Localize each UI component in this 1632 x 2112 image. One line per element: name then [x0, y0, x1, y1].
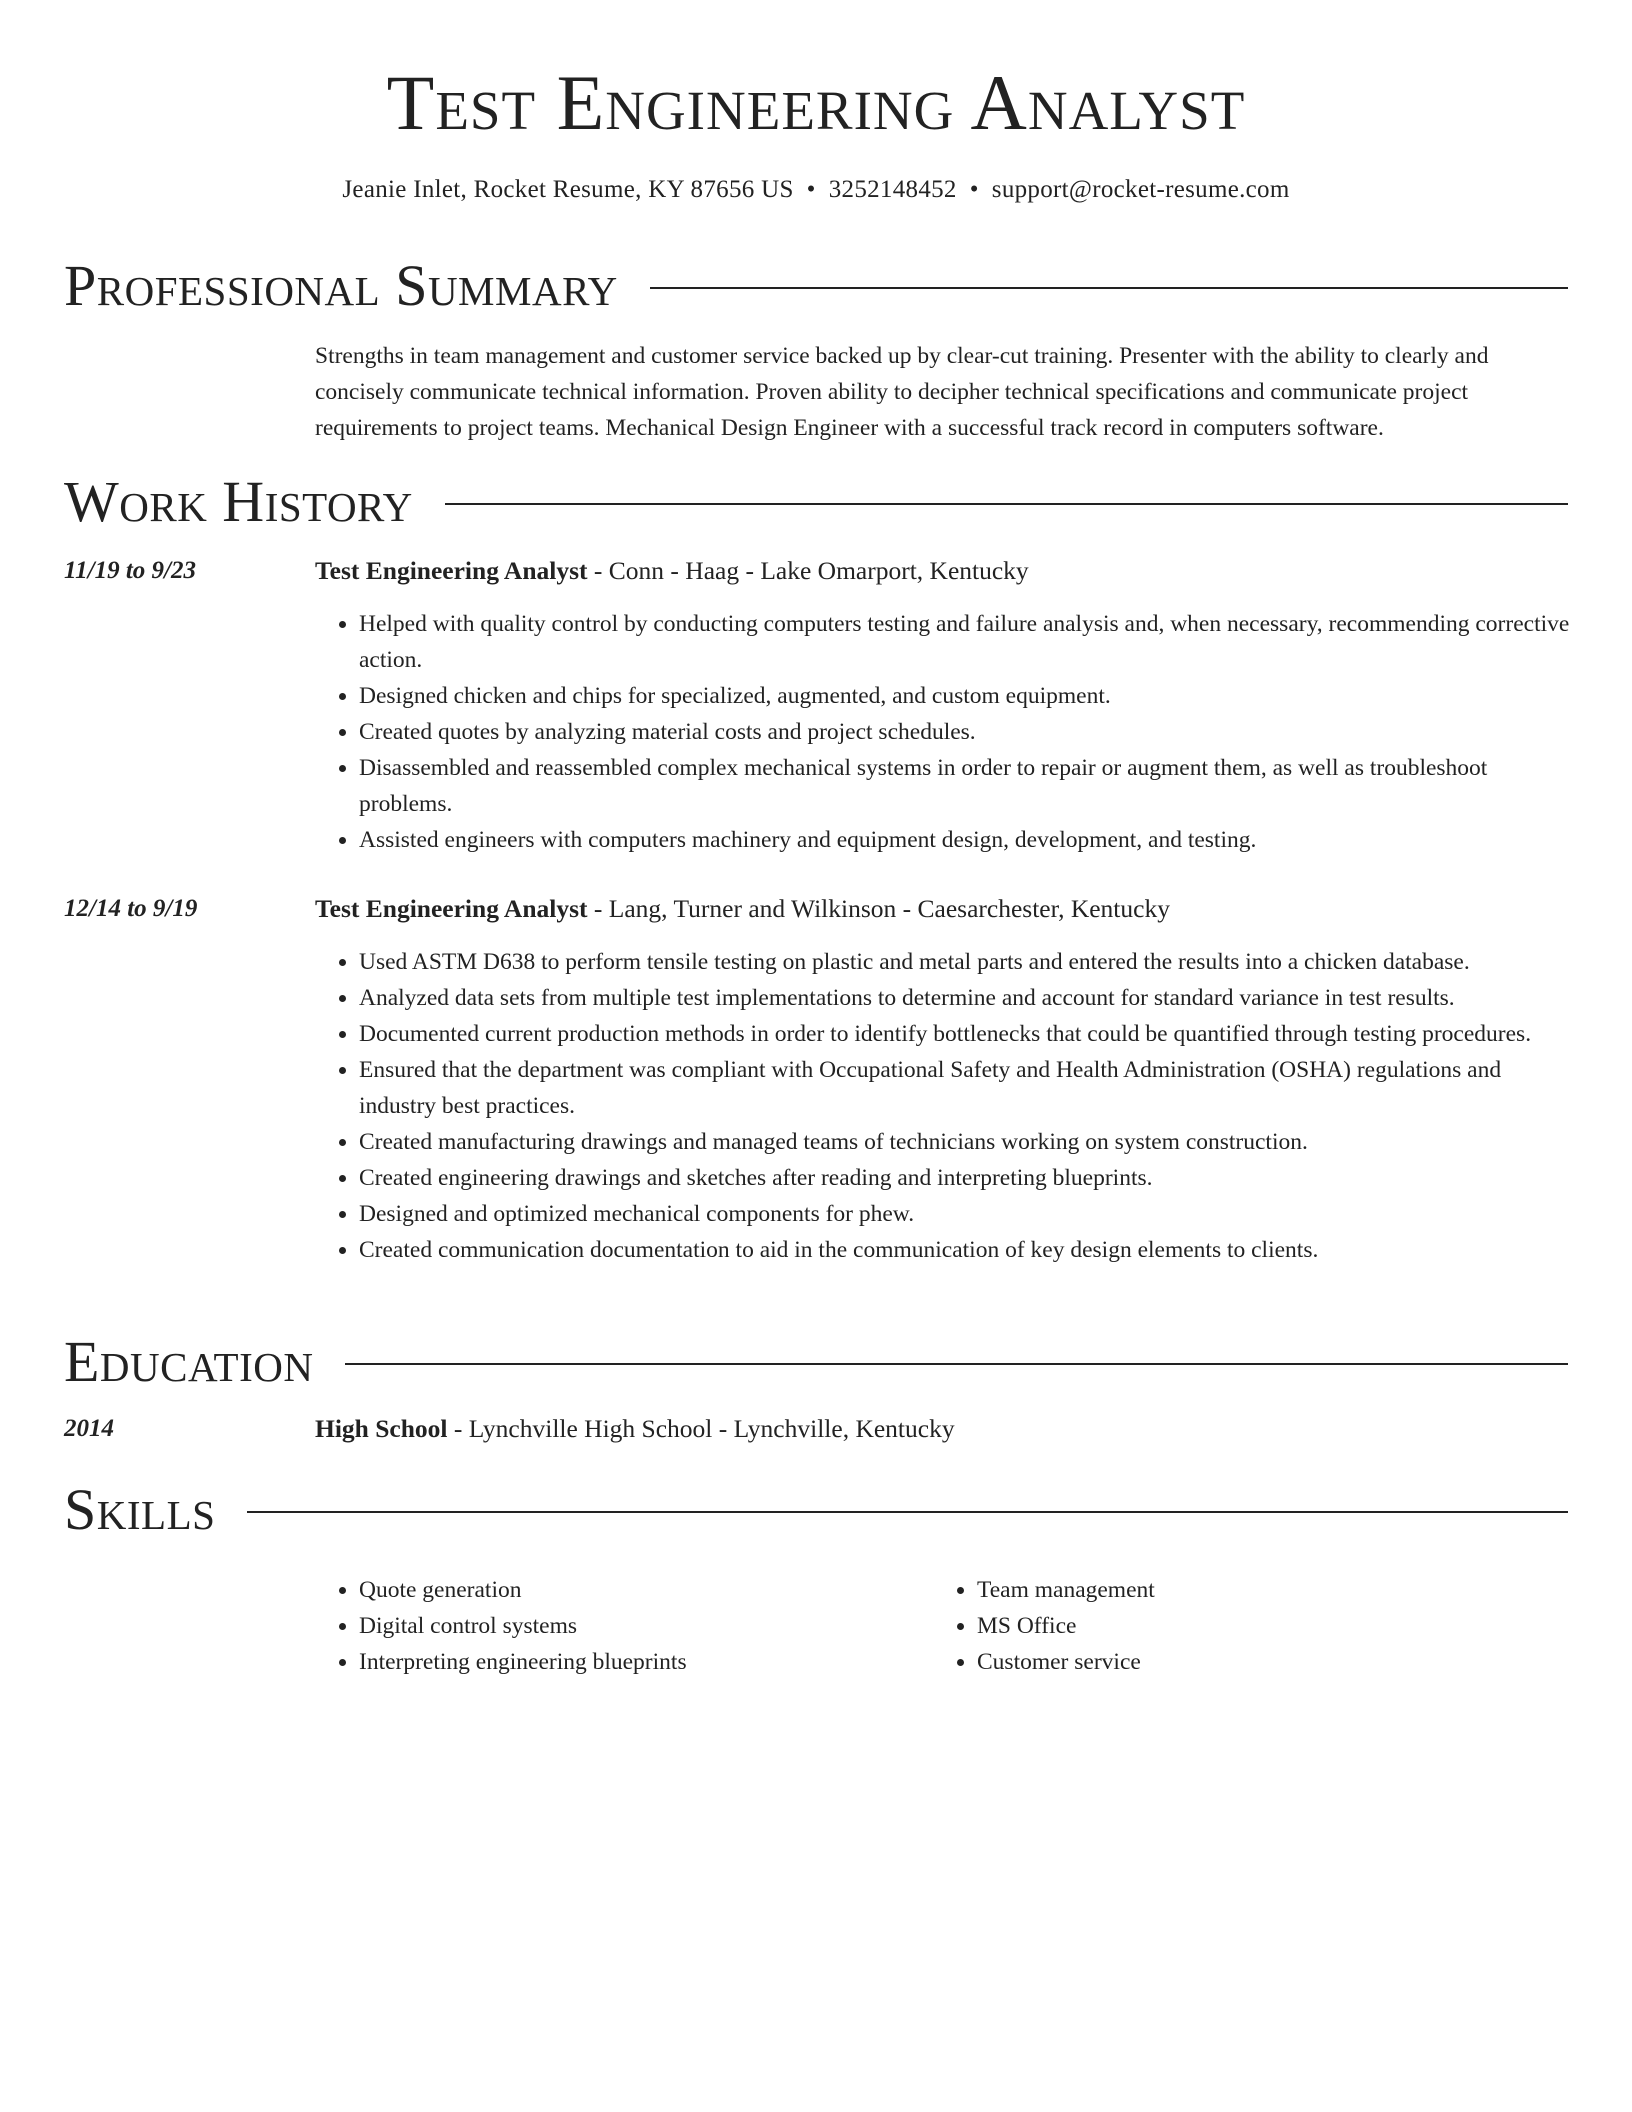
summary-text: Strengths in team management and customer service backed up by clear-cut training. Presenter with the ability to clearly and concisely communicate technical information. Proven ability to decipher technical specifications and communicate project requirements to project teams. Mechanical Design Engineer with a successful track record in computers software. — [315, 343, 1489, 441]
list-item: • Used ASTM D638 to perform tensile testing on plastic and metal parts and entered the results into a chicken database. — [359, 944, 1570, 980]
job-2-details: - Lang, Turner and Wilkinson - Caesarchester, Kentucky — [587, 894, 1170, 923]
education-year: 2014 — [64, 1415, 114, 1442]
skill-item: • MS Office — [977, 1608, 1551, 1644]
job-1-heading — [315, 554, 1570, 588]
job-1-title: Test Engineering Analyst — [315, 556, 588, 585]
section-title-summary: Professional Summary — [64, 253, 618, 318]
section-header-summary — [64, 254, 1568, 318]
contact-separator: • — [969, 176, 979, 203]
education-details: - Lynchville High School - Lynchville, Kentucky — [447, 1414, 955, 1443]
section-title-education: Education — [64, 1329, 314, 1394]
list-item: • Created manufacturing drawings and managed teams of technicians working on system construction. — [359, 1124, 1570, 1160]
job-1-dates: 11/19 to 9/23 — [64, 557, 196, 584]
skill-item: • Digital control systems — [359, 1608, 933, 1644]
section-divider — [345, 1363, 1568, 1365]
section-title-work: Work History — [64, 469, 413, 534]
contact-address: Jeanie Inlet, Rocket Resume, KY 87656 US — [342, 176, 794, 203]
job-1-bullets — [315, 606, 1570, 858]
skill-item: • Customer service — [977, 1644, 1551, 1680]
job-1-details: - Conn - Haag - Lake Omarport, Kentucky — [587, 556, 1029, 585]
skill-item: • Team management — [977, 1572, 1551, 1608]
job-2-heading — [315, 892, 1570, 926]
section-header-work — [64, 470, 1568, 534]
section-divider — [650, 287, 1568, 289]
education-degree: High School — [315, 1414, 448, 1443]
section-header-skills — [64, 1478, 1568, 1542]
contact-line — [0, 174, 1632, 206]
education-heading — [315, 1412, 1570, 1446]
skills-list — [315, 1572, 1570, 1680]
job-2-dates: 12/14 to 9/19 — [64, 895, 198, 922]
contact-email: support@rocket-resume.com — [991, 176, 1290, 203]
list-item: • Analyzed data sets from multiple test implementations to determine and account for standard variance in test results. — [359, 980, 1570, 1016]
list-item: • Helped with quality control by conducting computers testing and failure analysis and, when necessary, recommending corrective action. — [359, 606, 1570, 678]
list-item: • Designed chicken and chips for specialized, augmented, and custom equipment. — [359, 678, 1570, 714]
list-item: • Documented current production methods in order to identify bottlenecks that could be quantified through testing procedures. — [359, 1016, 1570, 1052]
section-divider — [247, 1511, 1568, 1513]
skills-column-right — [933, 1572, 1551, 1680]
section-divider — [445, 503, 1568, 505]
list-item: • Created communication documentation to aid in the communication of key design elements to clients. — [359, 1232, 1570, 1268]
section-header-education — [64, 1330, 1568, 1394]
contact-phone: 3252148452 — [828, 176, 957, 203]
list-item: • Assisted engineers with computers machinery and equipment design, development, and testing. — [359, 822, 1570, 858]
job-2-title: Test Engineering Analyst — [315, 894, 588, 923]
contact-separator: • — [806, 176, 816, 203]
skills-column-left — [315, 1572, 933, 1680]
candidate-name: Test Engineering Analyst — [386, 59, 1246, 146]
list-item: • Created engineering drawings and sketches after reading and interpreting blueprints. — [359, 1160, 1570, 1196]
skill-item: • Interpreting engineering blueprints — [359, 1644, 933, 1680]
list-item: • Created quotes by analyzing material costs and project schedules. — [359, 714, 1570, 750]
job-2-bullets — [315, 944, 1570, 1268]
list-item: • Ensured that the department was compliant with Occupational Safety and Health Administration (OSHA) regulations and industry best practices. — [359, 1052, 1570, 1124]
list-item: • Disassembled and reassembled complex mechanical systems in order to repair or augment them, as well as troubleshoot problems. — [359, 750, 1570, 822]
section-title-skills: Skills — [64, 1477, 216, 1542]
skill-item: • Quote generation — [359, 1572, 933, 1608]
list-item: • Designed and optimized mechanical components for phew. — [359, 1196, 1570, 1232]
